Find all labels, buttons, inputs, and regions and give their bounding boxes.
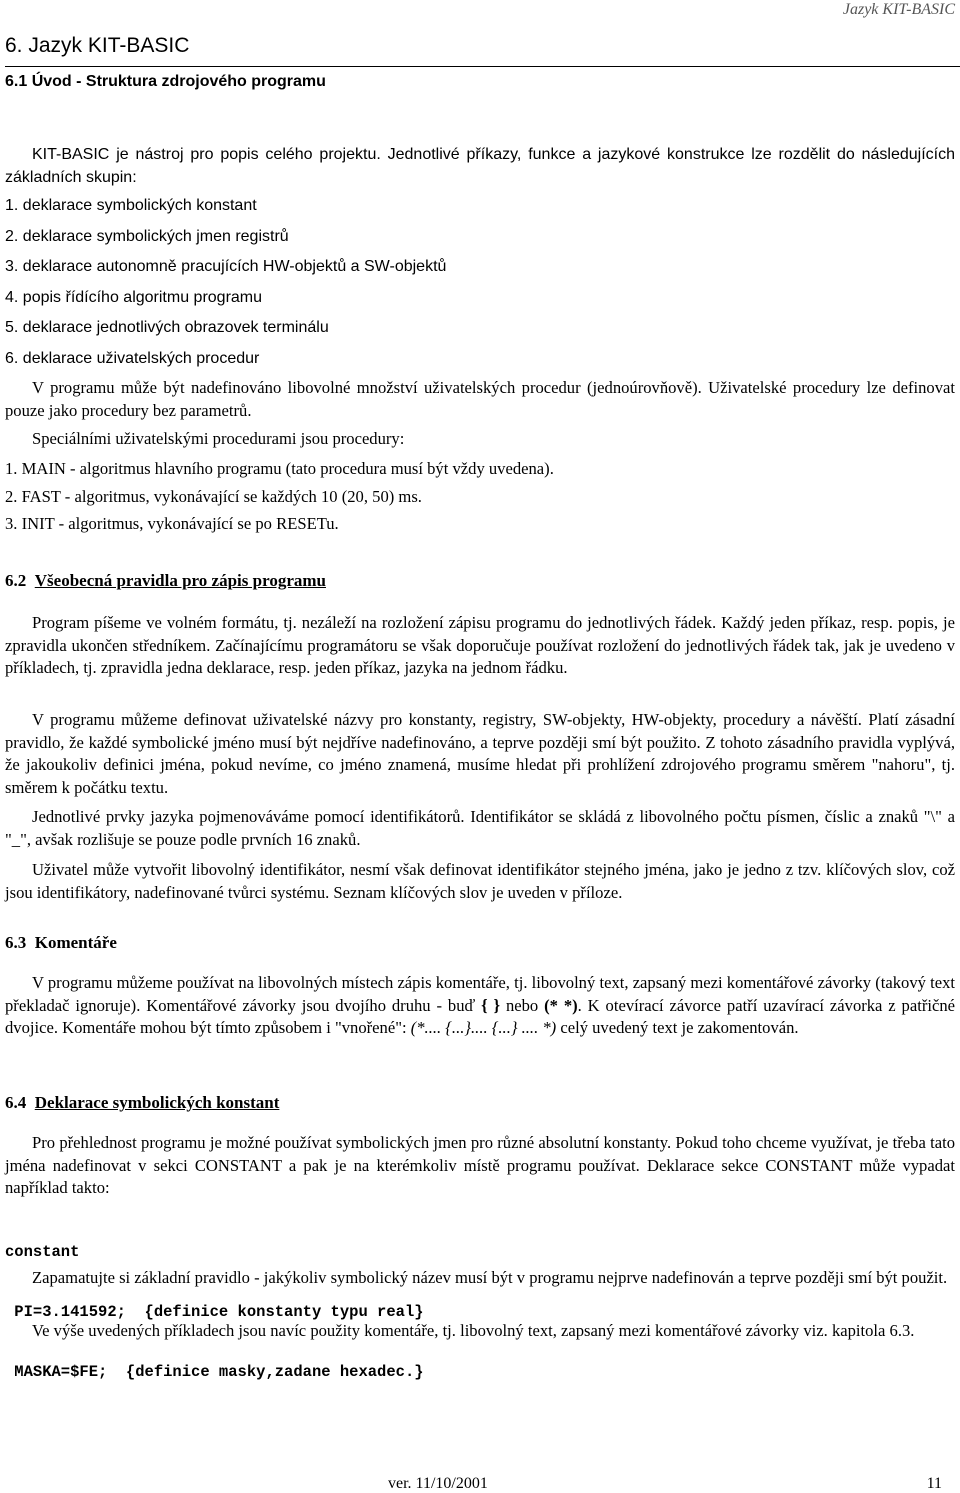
list-item: 2. deklarace symbolických jmen registrů xyxy=(5,227,289,245)
list-item: 3. deklarace autonomně pracujících HW-objektů a SW-objektů xyxy=(5,258,447,275)
rules-paragraph-2: V programu můžeme definovat uživatelské názvy pro konstanty, registry, SW-objekty, HW-objekty, procedury a návěští. Platí zásadní pravidlo, že každé symbolické jméno musí být nejdříve nadefinováno, a teprve později smí být použito. Z tohoto zásadního pravidla vyplývá, že jakoukoliv definici jména, pokud nevíme, co jméno znamená, musíme hledat při prohlížení zdrojového programu směrem "nahoru", tj. směrem k počátku textu. xyxy=(5,710,955,797)
section-6-3-heading xyxy=(5,933,955,953)
group-list xyxy=(5,195,955,378)
rules-paragraph-1: Program píšeme ve volném formátu, tj. nezáleží na rozložení zápisu programu do jednotlivých řádek. Každý jeden příkaz, resp. popis, je zpravidla ukončen středníkem. Začínajícímu programátoru se však doporučuje používat rozložení do jednotlivých řádek tak, jak je uvedeno v příkladech, tj. zpravidla jedna deklarace, resp. jeden příkaz, jazyka na jednom řádku. xyxy=(5,613,955,677)
code-example xyxy=(5,1202,955,1402)
section-6-2-heading xyxy=(5,571,955,591)
code-line: constant xyxy=(5,1243,80,1261)
list-item: 3. INIT - algoritmus, vykonávající se po RESETu. xyxy=(5,514,339,533)
comments-text-d: celý uvedený text je zakomentován. xyxy=(556,1018,799,1037)
rules-paragraph-3: Jednotlivé prvky jazyka pojmenováváme pomocí identifikátorů. Identifikátor se skládá z libovolného počtu písmen, číslic a znaků "\" a "_", avšak rozlišuje se pouze podle prvních 16 znaků. xyxy=(5,807,955,849)
list-item: 4. popis řídícího algoritmu programu xyxy=(5,288,263,306)
section-6-1-heading: 6.1 Úvod - Struktura zdrojového programu xyxy=(5,73,326,90)
list-item: 5. deklarace jednotlivých obrazovek terminálu xyxy=(5,319,329,336)
constants-paragraph-3: Ve výše uvedených příkladech jsou navíc použity komentáře, tj. libovolný text, zapsaný mezi komentářové závorky viz. kapitola 6.3. xyxy=(32,1321,915,1340)
comments-paragraph xyxy=(5,972,955,1040)
comments-text-a: V programu můžeme používat na libovolných místech zápis komentáře, tj. libovolný text, zapsaný mezi komentářové závorky (takový text překladač ignoruje). Komentářové závorky jsou dvojího druhu - buď xyxy=(5,973,955,1015)
footer-page-number: 11 xyxy=(926,1475,942,1492)
special-list xyxy=(5,458,955,541)
section-title: Deklarace symbolických konstant xyxy=(34,1093,280,1112)
procedures-paragraph: V programu může být nadefinováno libovolné množství uživatelských procedur (jednoúrovňově). Uživatelské procedury lze definovat pouze jako procedury bez parametrů. xyxy=(5,378,955,420)
list-item: 1. deklarace symbolických konstant xyxy=(5,197,257,214)
comment-braces: { } xyxy=(481,995,501,1015)
constants-paragraph-2: Zapamatujte si základní pravidlo - jakýkoliv symbolický název musí být v programu nejprve nadefinován a teprve později smí být použit. xyxy=(32,1268,948,1287)
comment-parens: (* *) xyxy=(544,995,578,1015)
section-6-4-heading xyxy=(5,1093,955,1113)
code-line: MASKA=$FE; {definice masky,zadane hexadec.} xyxy=(5,1363,424,1381)
list-item: 2. FAST - algoritmus, vykonávající se každých 10 (20, 50) ms. xyxy=(5,486,422,506)
section-number: 6.4 xyxy=(5,1093,27,1112)
comments-text-b: nebo xyxy=(500,995,545,1015)
section-number: 6.2 xyxy=(5,571,27,590)
rules-paragraph-4: Uživatel může vytvořit libovolný identifikátor, nesmí však definovat identifikátor stejného jména, jako je jedno z tzv. klíčových slov, což jsou identifikátory, nadefinované tvůrci systému. Seznam klíčových slov je uveden v příloze. xyxy=(5,860,955,902)
section-title: Komentáře xyxy=(34,933,117,952)
header-rule xyxy=(5,66,960,67)
list-item: 1. MAIN - algoritmus hlavního programu (tato procedura musí být vždy uvedena). xyxy=(5,459,554,478)
section-number: 6.3 xyxy=(5,933,27,952)
constants-paragraph-1: Pro přehlednost programu je možné používat symbolických jmen pro různé absolutní konstanty. Pokud toho chceme využívat, je třeba tato jména nadefinovat v sekci CONSTANT a pak je na kterémkoliv místě programu používat. Deklarace sekce CONSTANT může vypadat například takto: xyxy=(5,1133,955,1197)
chapter-title: 6. Jazyk KIT-BASIC xyxy=(5,34,190,57)
section-title: Všeobecná pravidla pro zápis programu xyxy=(34,571,326,590)
comments-text-c: . K otevírací závorce patří uzavírací závorka z patřičné dvojice. Komentáře mohou být tímto způsobem i "vnořené": xyxy=(5,995,955,1037)
section-6-1-intro: KIT-BASIC je nástroj pro popis celého projektu. Jednotlivé příkazy, funkce a jazykové konstrukce lze rozdělit do následujících základních skupin: xyxy=(5,146,955,186)
code-line: PI=3.141592; {definice konstanty typu real} xyxy=(5,1303,424,1321)
special-intro: Speciálními uživatelskými procedurami jsou procedury: xyxy=(32,429,405,448)
footer-version: ver. 11/10/2001 xyxy=(388,1475,488,1492)
running-head: Jazyk KIT-BASIC xyxy=(842,1,955,18)
nested-comment-example: (*.... {...}.... {...} .... *) xyxy=(410,1018,557,1037)
list-item: 6. deklarace uživatelských procedur xyxy=(5,349,260,367)
